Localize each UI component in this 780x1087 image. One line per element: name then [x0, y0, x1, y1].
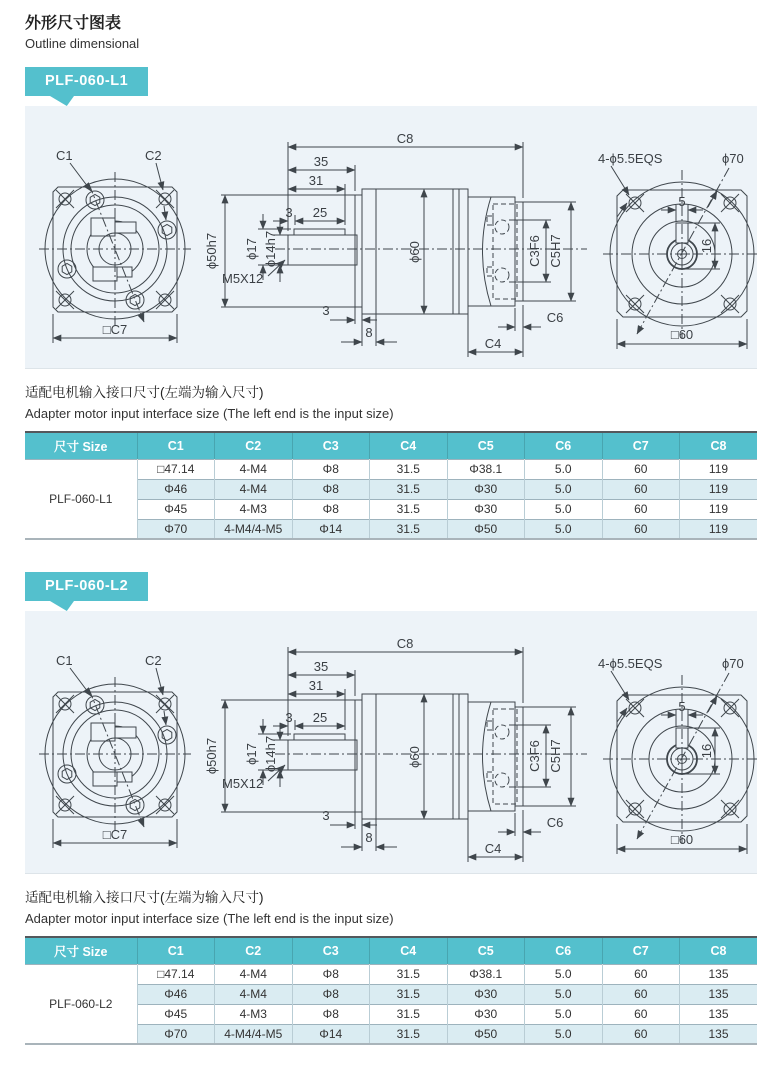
note-en: Adapter motor input interface size (The left end is the input size)	[25, 911, 394, 926]
table-cell: □47.14	[137, 964, 215, 984]
svg-text:ϕ17: ϕ17	[244, 238, 259, 260]
table-cell: 4-M3	[215, 1004, 293, 1024]
note-en: Adapter motor input interface size (The left end is the input size)	[25, 406, 394, 421]
model-cell: PLF-060-L1	[25, 459, 137, 539]
table-cell: 119	[680, 499, 758, 519]
svg-text:C8: C8	[396, 636, 414, 651]
table-cell: 31.5	[370, 964, 448, 984]
note-zh: 适配电机输入接口尺寸(左端为输入尺寸)	[25, 890, 264, 905]
column-header: C4	[370, 937, 448, 964]
svg-text:31: 31	[308, 678, 324, 693]
column-header: C8	[680, 432, 758, 459]
column-header: C5	[447, 432, 525, 459]
table-row	[25, 964, 757, 984]
svg-text:□60: □60	[670, 327, 694, 342]
svg-text:ϕ70: ϕ70	[722, 656, 744, 671]
table-cell: Φ70	[137, 1024, 215, 1044]
table-cell: Φ30	[447, 984, 525, 1004]
table-cell: 60	[602, 459, 680, 479]
table-cell: Φ50	[447, 1024, 525, 1044]
svg-text:C1: C1	[56, 653, 73, 668]
table-cell: Φ30	[447, 479, 525, 499]
table-cell: Φ45	[137, 1004, 215, 1024]
table-cell: 5.0	[525, 519, 603, 539]
table-cell: 60	[602, 1004, 680, 1024]
table-cell: Φ70	[137, 519, 215, 539]
svg-text:25: 25	[312, 710, 328, 725]
svg-text:ϕ70: ϕ70	[722, 151, 744, 166]
table-cell: 60	[602, 1024, 680, 1044]
table-header-row	[25, 432, 757, 459]
svg-text:3: 3	[322, 808, 330, 823]
table-cell: Φ8	[292, 479, 370, 499]
svg-text:□C7: □C7	[102, 827, 128, 842]
svg-text:ϕ50h7: ϕ50h7	[204, 737, 219, 775]
table-cell: Φ38.1	[447, 964, 525, 984]
table-cell: 135	[680, 1004, 758, 1024]
table-cell: Φ8	[292, 964, 370, 984]
table-cell: 60	[602, 519, 680, 539]
svg-text:ϕ60: ϕ60	[407, 746, 422, 768]
technical-drawing	[25, 611, 757, 874]
svg-text:C6: C6	[546, 815, 564, 830]
dimension-table	[25, 431, 757, 540]
table-cell: Φ8	[292, 984, 370, 1004]
svg-text:C1: C1	[56, 148, 73, 163]
technical-drawing	[25, 106, 757, 369]
table-cell: Φ46	[137, 479, 215, 499]
svg-text:C2: C2	[145, 653, 162, 668]
svg-text:4-ϕ5.5EQS: 4-ϕ5.5EQS	[598, 151, 663, 166]
table-cell: 135	[680, 964, 758, 984]
svg-text:5: 5	[678, 699, 686, 714]
table-cell: Φ8	[292, 459, 370, 479]
svg-text:4-ϕ5.5EQS: 4-ϕ5.5EQS	[598, 656, 663, 671]
column-header: C1	[137, 937, 215, 964]
svg-text:□C7: □C7	[102, 322, 128, 337]
table-cell: 119	[680, 459, 758, 479]
svg-text:ϕ50h7: ϕ50h7	[204, 232, 219, 270]
svg-text:C4: C4	[484, 336, 502, 351]
svg-text:16: 16	[699, 743, 714, 759]
page-subtitle: Outline dimensional	[25, 36, 140, 51]
table-cell: 135	[680, 1024, 758, 1044]
svg-text:35: 35	[313, 659, 329, 674]
svg-text:ϕ17: ϕ17	[244, 743, 259, 765]
svg-text:M5X12: M5X12	[222, 271, 264, 286]
svg-text:8: 8	[365, 325, 373, 340]
table-cell: 4-M4/4-M5	[215, 1024, 293, 1044]
svg-text:31: 31	[308, 173, 324, 188]
table-cell: 5.0	[525, 984, 603, 1004]
table-cell: 4-M3	[215, 499, 293, 519]
svg-text:ϕ14h7: ϕ14h7	[263, 230, 278, 268]
table-cell: 60	[602, 984, 680, 1004]
table-header-row	[25, 937, 757, 964]
table-cell: 60	[602, 479, 680, 499]
svg-text:M5X12: M5X12	[222, 776, 264, 791]
table-cell: Φ46	[137, 984, 215, 1004]
table-cell: 31.5	[370, 519, 448, 539]
section-plf-060-l1	[25, 67, 757, 540]
table-cell: 31.5	[370, 479, 448, 499]
svg-text:ϕ14h7: ϕ14h7	[263, 735, 278, 773]
table-cell: 5.0	[525, 1004, 603, 1024]
table-cell: 5.0	[525, 1024, 603, 1044]
svg-text:C5H7: C5H7	[548, 739, 563, 773]
svg-text:C5H7: C5H7	[548, 234, 563, 268]
section-plf-060-l2	[25, 572, 757, 1045]
svg-text:25: 25	[312, 205, 328, 220]
table-cell: Φ38.1	[447, 459, 525, 479]
table-cell: 31.5	[370, 984, 448, 1004]
column-header: C1	[137, 432, 215, 459]
table-cell: Φ45	[137, 499, 215, 519]
column-header: C3	[292, 937, 370, 964]
table-cell: □47.14	[137, 459, 215, 479]
table-cell: 31.5	[370, 499, 448, 519]
column-header: C7	[602, 432, 680, 459]
column-header: C6	[525, 937, 603, 964]
table-cell: 4-M4	[215, 479, 293, 499]
table-cell: 119	[680, 479, 758, 499]
table-cell: 60	[602, 499, 680, 519]
table-cell: Φ8	[292, 1004, 370, 1024]
table-cell: 31.5	[370, 1004, 448, 1024]
svg-text:3: 3	[322, 303, 330, 318]
table-cell: 5.0	[525, 964, 603, 984]
svg-text:5: 5	[678, 194, 686, 209]
svg-text:16: 16	[699, 238, 714, 254]
svg-text:C3F6: C3F6	[527, 740, 542, 772]
column-header: C2	[215, 432, 293, 459]
svg-text:C3F6: C3F6	[527, 235, 542, 267]
column-header: C2	[215, 937, 293, 964]
table-cell: 31.5	[370, 1024, 448, 1044]
table-cell: 4-M4/4-M5	[215, 519, 293, 539]
model-badge: PLF-060-L1	[25, 67, 148, 96]
column-header: C6	[525, 432, 603, 459]
page-title: 外形尺寸图表	[25, 15, 122, 32]
column-header: C5	[447, 937, 525, 964]
svg-text:ϕ60: ϕ60	[407, 241, 422, 263]
svg-text:3: 3	[285, 205, 293, 220]
table-cell: 5.0	[525, 479, 603, 499]
svg-text:C6: C6	[546, 310, 564, 325]
svg-text:3: 3	[285, 710, 293, 725]
table-cell: 135	[680, 984, 758, 1004]
column-header: C8	[680, 937, 758, 964]
table-cell: Φ30	[447, 1004, 525, 1024]
table-cell: 4-M4	[215, 964, 293, 984]
svg-text:8: 8	[365, 830, 373, 845]
dimension-table	[25, 936, 757, 1045]
column-header: C4	[370, 432, 448, 459]
column-header-size: 尺寸 Size	[25, 937, 137, 964]
table-row	[25, 459, 757, 479]
table-cell: 4-M4	[215, 459, 293, 479]
table-cell: Φ14	[292, 1024, 370, 1044]
column-header: C7	[602, 937, 680, 964]
table-cell: 5.0	[525, 499, 603, 519]
svg-text:□60: □60	[670, 832, 694, 847]
column-header-size: 尺寸 Size	[25, 432, 137, 459]
svg-text:35: 35	[313, 154, 329, 169]
svg-text:C8: C8	[396, 131, 414, 146]
table-cell: 5.0	[525, 459, 603, 479]
table-cell: 31.5	[370, 459, 448, 479]
svg-text:C2: C2	[145, 148, 162, 163]
svg-text:C4: C4	[484, 841, 502, 856]
column-header: C3	[292, 432, 370, 459]
model-badge: PLF-060-L2	[25, 572, 148, 601]
table-cell: Φ50	[447, 519, 525, 539]
model-cell: PLF-060-L2	[25, 964, 137, 1044]
table-cell: 119	[680, 519, 758, 539]
table-cell: 60	[602, 964, 680, 984]
note-zh: 适配电机输入接口尺寸(左端为输入尺寸)	[25, 385, 264, 400]
table-cell: Φ14	[292, 519, 370, 539]
table-cell: Φ8	[292, 499, 370, 519]
table-cell: Φ30	[447, 499, 525, 519]
table-cell: 4-M4	[215, 984, 293, 1004]
